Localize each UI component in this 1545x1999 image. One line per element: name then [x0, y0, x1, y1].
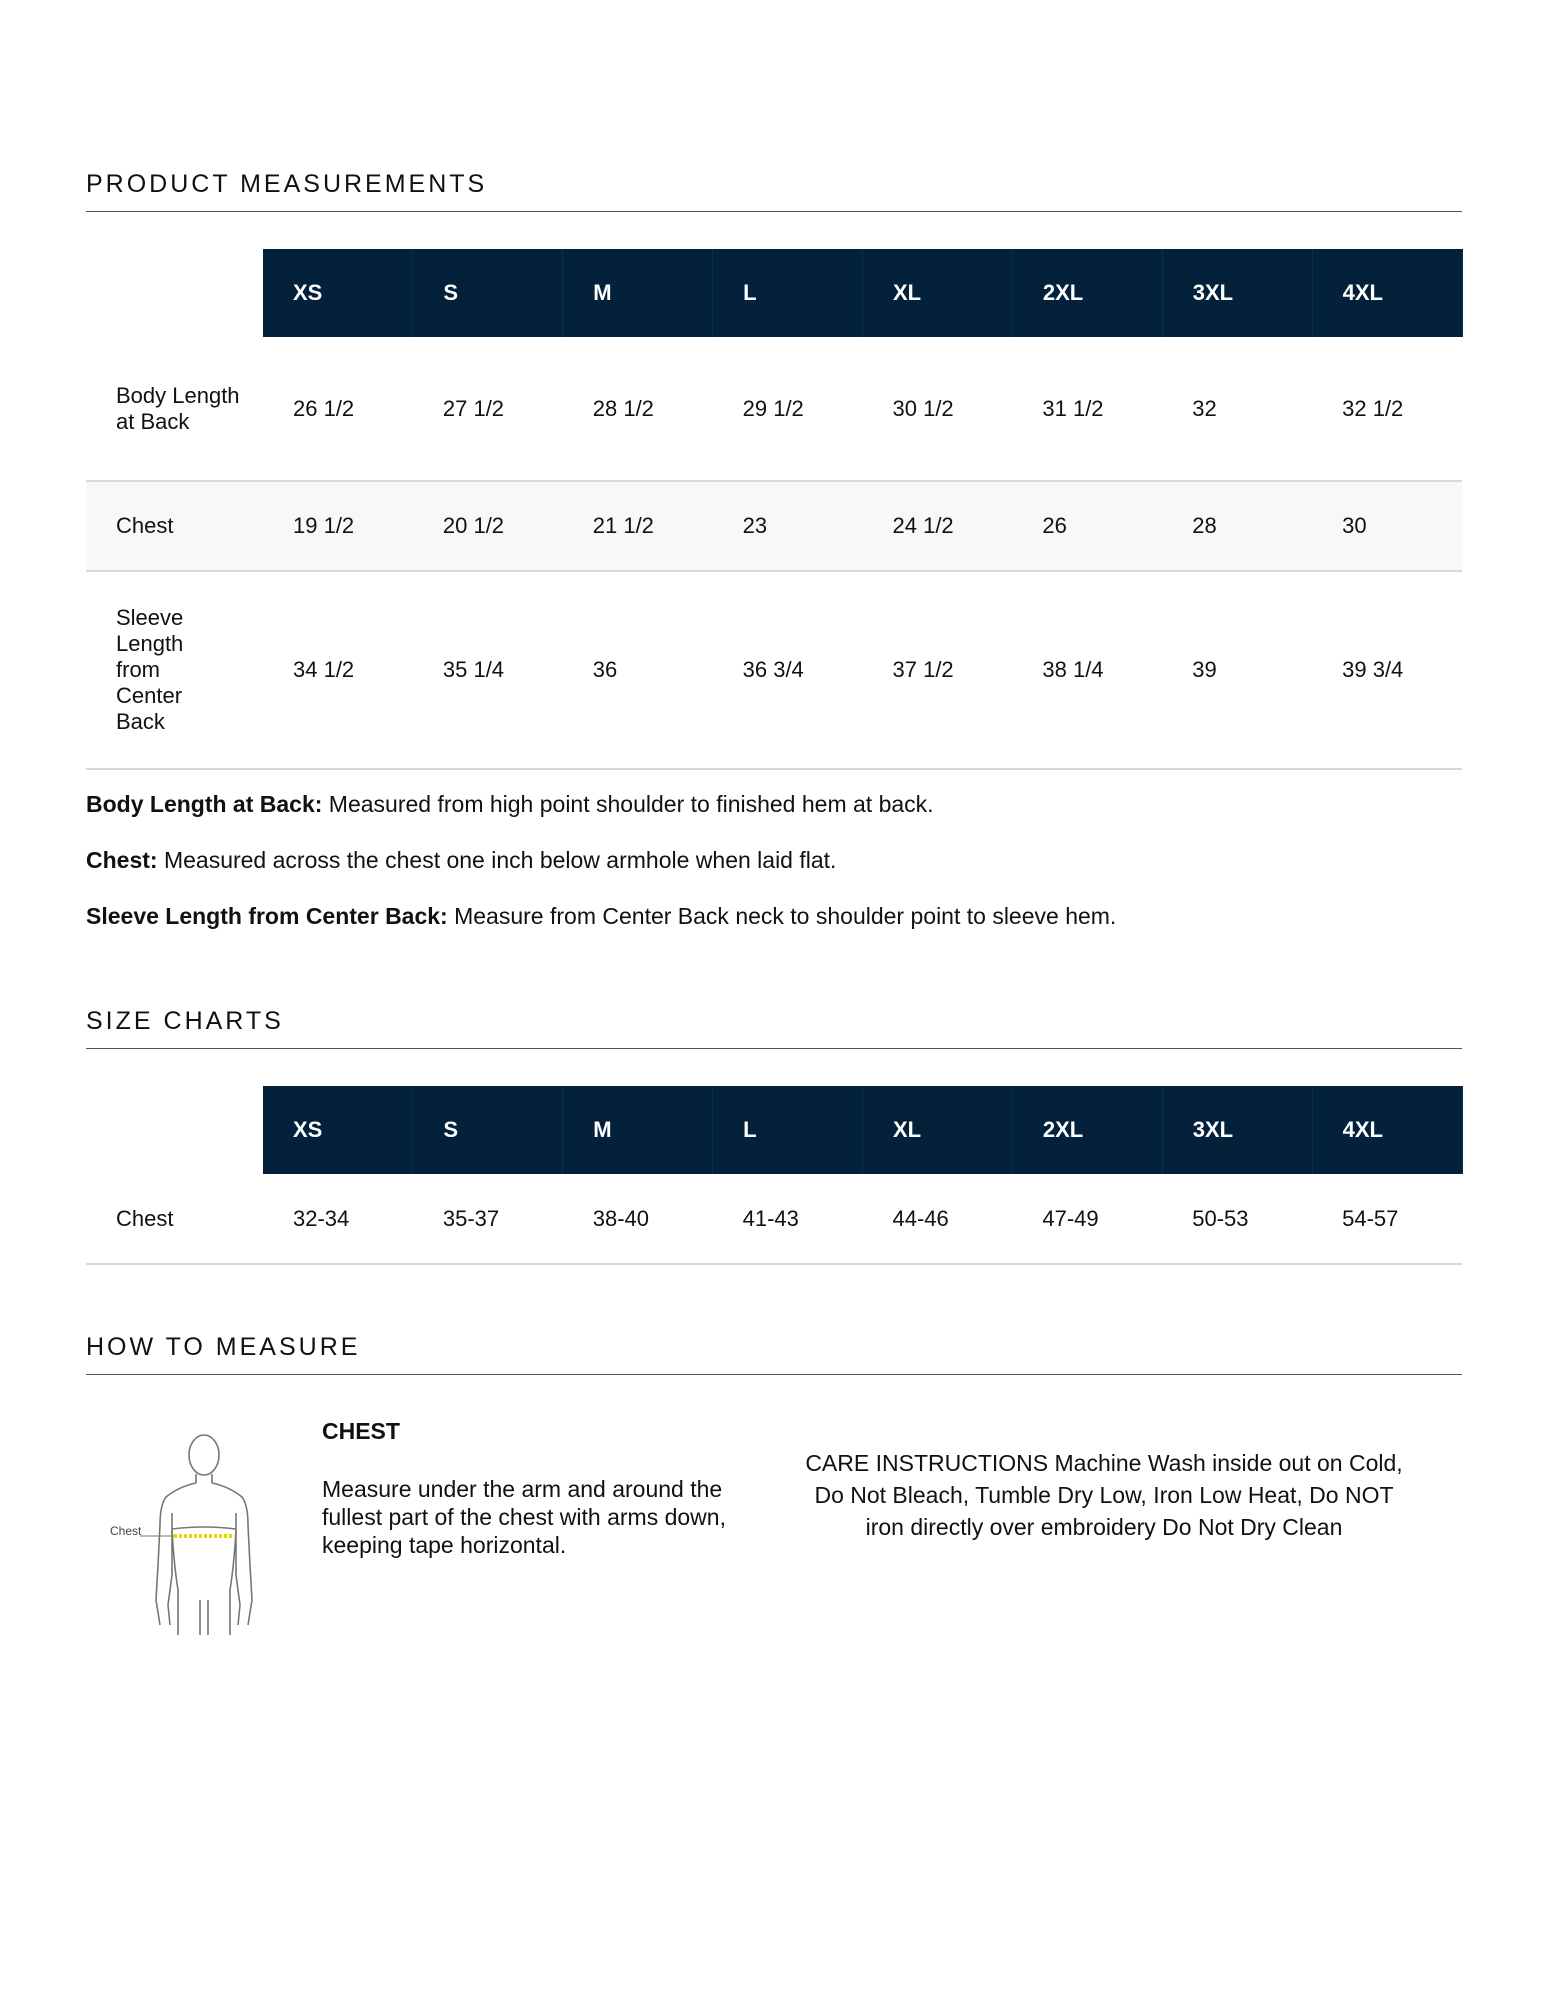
- measurement-definitions: [86, 790, 1462, 958]
- table-row: [86, 337, 1462, 481]
- size-header: 2XL: [1012, 249, 1162, 337]
- table-cell: 36 3/4: [713, 571, 863, 769]
- size-header: M: [563, 249, 713, 337]
- size-header: 2XL: [1012, 1086, 1162, 1174]
- row-label: Sleeve Length from Center Back: [86, 571, 263, 769]
- table-cell: 26: [1012, 481, 1162, 571]
- header-corner: [86, 249, 263, 337]
- size-header: M: [563, 1086, 713, 1174]
- chest-heading: CHEST: [322, 1418, 400, 1444]
- body-measure-figure: [108, 1425, 268, 1640]
- size-header-row: [86, 249, 1462, 337]
- table-cell: 24 1/2: [863, 481, 1013, 571]
- table-cell: 30: [1312, 481, 1462, 571]
- size-header: XL: [863, 1086, 1013, 1174]
- table-cell: 39: [1162, 571, 1312, 769]
- table-cell: 30 1/2: [863, 337, 1013, 481]
- definition-term: Body Length at Back:: [86, 791, 323, 817]
- size-charts-title: SIZE CHARTS: [86, 1007, 1462, 1049]
- chest-instructions: [322, 1418, 762, 1559]
- definition-term: Chest:: [86, 847, 158, 873]
- table-cell: 41-43: [713, 1174, 863, 1264]
- definition-text: Measured across the chest one inch below armhole when laid flat.: [157, 847, 837, 873]
- table-cell: 47-49: [1012, 1174, 1162, 1264]
- table-cell: 28 1/2: [563, 337, 713, 481]
- table-cell: 23: [713, 481, 863, 571]
- definition-item: [86, 902, 1462, 930]
- size-header: XS: [263, 249, 413, 337]
- size-header: XL: [863, 249, 1013, 337]
- row-label: Chest: [86, 1174, 263, 1264]
- size-header: L: [713, 1086, 863, 1174]
- size-header: 4XL: [1312, 249, 1462, 337]
- table-cell: 21 1/2: [563, 481, 713, 571]
- table-cell: 35 1/4: [413, 571, 563, 769]
- figure-chest-label: Chest: [110, 1524, 142, 1538]
- table-cell: 44-46: [863, 1174, 1013, 1264]
- size-header: S: [413, 1086, 563, 1174]
- table-cell: 32 1/2: [1312, 337, 1462, 481]
- table-cell: 50-53: [1162, 1174, 1312, 1264]
- size-charts-table: [86, 1086, 1463, 1265]
- table-cell: 27 1/2: [413, 337, 563, 481]
- table-cell: 29 1/2: [713, 337, 863, 481]
- table-cell: 38 1/4: [1012, 571, 1162, 769]
- product-measurements-table: [86, 249, 1463, 770]
- size-header-row: [86, 1086, 1462, 1174]
- table-cell: 35-37: [413, 1174, 563, 1264]
- size-header: S: [413, 249, 563, 337]
- row-label: Chest: [86, 481, 263, 571]
- product-measurements-table-wrap: [86, 249, 1462, 770]
- size-header: 3XL: [1162, 1086, 1312, 1174]
- body-figure-icon: [108, 1425, 268, 1635]
- chest-instructions-text: Measure under the arm and around the fullest part of the chest with arms down, keeping tape horizontal.: [322, 1476, 726, 1558]
- table-row: [86, 571, 1462, 769]
- table-row: [86, 1174, 1462, 1264]
- definition-item: [86, 790, 1462, 818]
- table-cell: 34 1/2: [263, 571, 413, 769]
- definition-term: Sleeve Length from Center Back:: [86, 903, 448, 929]
- header-corner: [86, 1086, 263, 1174]
- definition-text: Measured from high point shoulder to finished hem at back.: [322, 791, 934, 817]
- size-header: 4XL: [1312, 1086, 1462, 1174]
- table-cell: 32: [1162, 337, 1312, 481]
- table-cell: 32-34: [263, 1174, 413, 1264]
- definition-item: [86, 846, 1462, 874]
- size-header: L: [713, 249, 863, 337]
- table-cell: 20 1/2: [413, 481, 563, 571]
- product-measurements-section: [86, 170, 1462, 212]
- table-cell: 54-57: [1312, 1174, 1462, 1264]
- table-cell: 38-40: [563, 1174, 713, 1264]
- size-header: XS: [263, 1086, 413, 1174]
- care-instructions-text: CARE INSTRUCTIONS Machine Wash inside out on Cold, Do Not Bleach, Tumble Dry Low, Iron Low Heat, Do NOT iron directly over embroidery Do Not Dry Clean: [805, 1450, 1403, 1540]
- definition-text: Measure from Center Back neck to shoulder point to sleeve hem.: [447, 903, 1117, 929]
- size-charts-table-wrap: [86, 1086, 1462, 1265]
- table-cell: 36: [563, 571, 713, 769]
- product-measurements-title: PRODUCT MEASUREMENTS: [86, 170, 1462, 212]
- table-cell: 28: [1162, 481, 1312, 571]
- table-cell: 19 1/2: [263, 481, 413, 571]
- size-charts-section: [86, 1007, 1462, 1049]
- how-to-measure-title: HOW TO MEASURE: [86, 1333, 1462, 1375]
- how-to-measure-section: [86, 1333, 1462, 1375]
- care-instructions: [804, 1447, 1404, 1543]
- table-cell: 31 1/2: [1012, 337, 1162, 481]
- table-cell: 26 1/2: [263, 337, 413, 481]
- table-row: [86, 481, 1462, 571]
- table-cell: 39 3/4: [1312, 571, 1462, 769]
- row-label: Body Length at Back: [86, 337, 263, 481]
- table-cell: 37 1/2: [863, 571, 1013, 769]
- size-header: 3XL: [1162, 249, 1312, 337]
